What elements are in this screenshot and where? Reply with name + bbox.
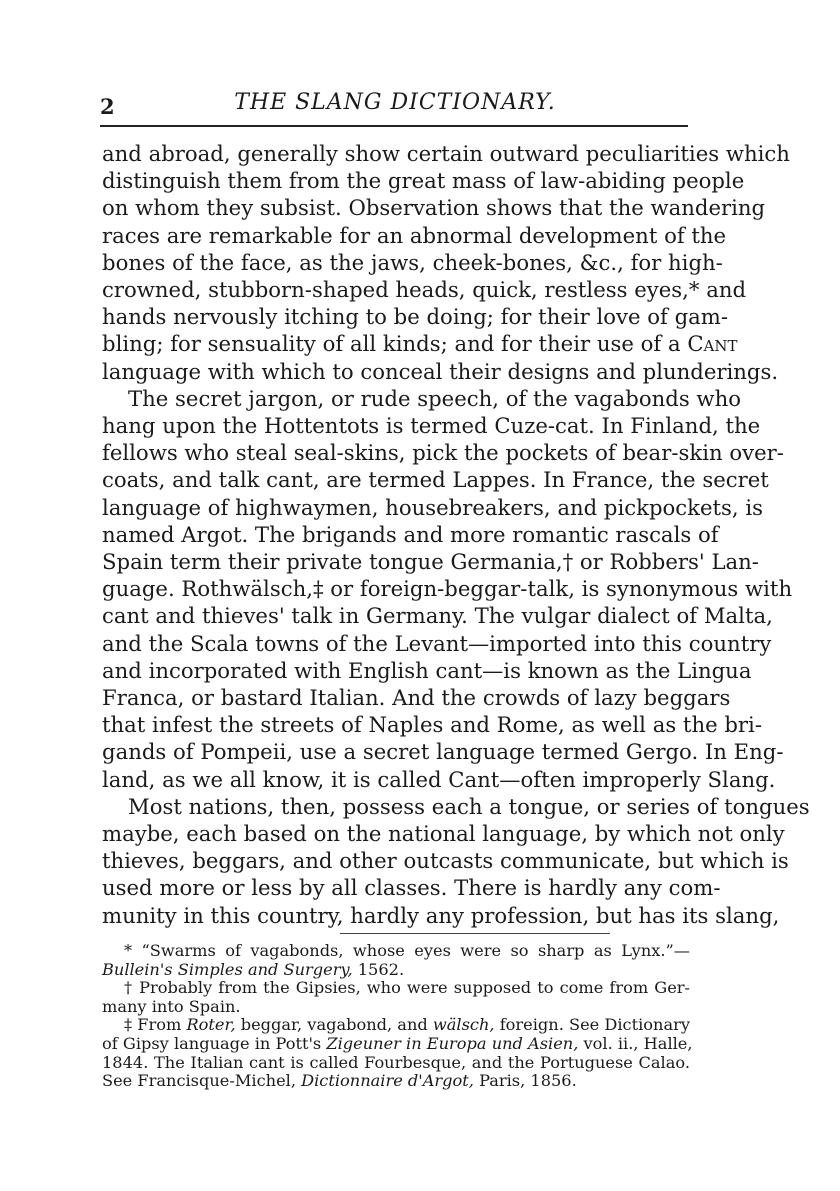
body-line: and the Scala towns of the Levant—imported into this country (102, 630, 772, 656)
body-line: hang upon the Hottentots is termed Cuze-cat. In Finland, the (102, 413, 761, 439)
running-title: THE SLANG DICTIONARY. (234, 90, 556, 115)
body-line: distinguish them from the great mass of law-abiding people (102, 168, 745, 194)
fn3-word-roter: Roter, (186, 1015, 236, 1035)
fn3-text: ‡ From (124, 1015, 187, 1035)
header-rule (100, 125, 688, 127)
body-line: cant and thieves' talk in Germany. The vulgar dialect of Malta, (102, 603, 773, 629)
body-line: Franca, or bastard Italian. And the crowds of lazy beggars (102, 685, 731, 711)
body-line: thieves, beggars, and other outcasts communicate, but which is (102, 848, 789, 874)
footnotes (102, 941, 693, 1091)
body-line: bones of the face, as the jaws, cheek-bones, &c., for high- (102, 249, 723, 275)
footnote-rule (340, 933, 610, 934)
fn3-text: See Francisque-Michel, (102, 1071, 302, 1091)
fn3-text: vol. ii., Halle, (578, 1033, 693, 1053)
footnote-1-source-title: Bullein's Simples and Surgery, (102, 959, 353, 979)
fn3-book-title: Zigeuner in Europa und Asien, (326, 1033, 579, 1053)
body-line: and abroad, generally show certain outward peculiarities which (102, 141, 790, 166)
body-line: Most nations, then, possess each a tongue, or series of tongues (128, 793, 810, 819)
body-line: used more or less by all classes. There is hardly any com- (102, 875, 721, 901)
body-line: named Argot. The brigands and more romantic rascals of (102, 521, 719, 547)
body-line: maybe, each based on the national language, by which not only (102, 821, 785, 847)
body-line: language of highwaymen, housebreakers, and pickpockets, is (102, 494, 764, 520)
body-line: land, as we all know, it is called Cant—often improperly Slang. (102, 766, 776, 792)
footnote-1-line (102, 961, 690, 980)
fn3-text: Paris, 1856. (473, 1071, 577, 1091)
body-line: coats, and talk cant, are termed Lappes. In France, the secret (102, 467, 769, 493)
cant-word: Cant (687, 331, 738, 357)
body-line: The secret jargon, or rude speech, of the vagabonds who (128, 385, 741, 411)
body-line: gands of Pompeii, use a secret language termed Gergo. In Eng- (102, 739, 784, 765)
fn3-text: foreign. See Dictionary (494, 1015, 691, 1035)
body-text (102, 140, 810, 929)
footnote-3-line: 1844. The Italian cant is called Fourbesque, and the Portuguese Calao. (102, 1052, 690, 1072)
body-line: crowned, stubborn-shaped heads, quick, restless eyes,* and (102, 277, 747, 303)
footnote-1-line: * “Swarms of vagabonds, whose eyes were so sharp as Lynx.”— (124, 941, 690, 960)
body-line: that infest the streets of Naples and Rome, as well as the bri- (102, 712, 762, 738)
footnote-3-line (102, 1072, 690, 1091)
body-line: fellows who steal seal-skins, pick the pockets of bear-skin over- (102, 440, 784, 466)
page-number: 2 (100, 94, 115, 119)
footnote-1-year: 1562. (352, 959, 405, 979)
body-line: and incorporated with English cant—is known as the Lingua (102, 657, 752, 683)
footnote-2-line: † Probably from the Gipsies, who were supposed to come from Ger- (124, 978, 690, 998)
fn3-word-walsch: wälsch, (432, 1015, 495, 1035)
fn3-text: of Gipsy language in Pott's (102, 1033, 327, 1053)
page-header (100, 90, 690, 120)
body-line: Spain term their private tongue Germania,† or Robbers' Lan- (102, 549, 759, 575)
footnote-3-line (102, 1033, 693, 1054)
body-line: on whom they subsist. Observation shows that the wandering (102, 195, 766, 221)
fn3-text: beggar, vagabond, and (235, 1015, 433, 1035)
body-line: munity in this country, hardly any profession, but has its slang, (102, 902, 780, 928)
body-line: guage. Rothwälsch,‡ or foreign-beggar-talk, is synonymous with (102, 576, 793, 602)
body-line: language with which to conceal their designs and plunderings. (102, 358, 779, 384)
body-line: hands nervously itching to be doing; for their love of gam- (102, 304, 729, 330)
footnote-3-line (102, 1016, 690, 1035)
body-line-with-cant: bling; for sensuality of all kinds; and for their use of a Cant (102, 331, 738, 357)
fn3-book-title: Dictionnaire d'Argot, (301, 1071, 474, 1091)
body-line: races are remarkable for an abnormal development of the (102, 222, 727, 248)
footnote-2-line: many into Spain. (102, 996, 241, 1016)
